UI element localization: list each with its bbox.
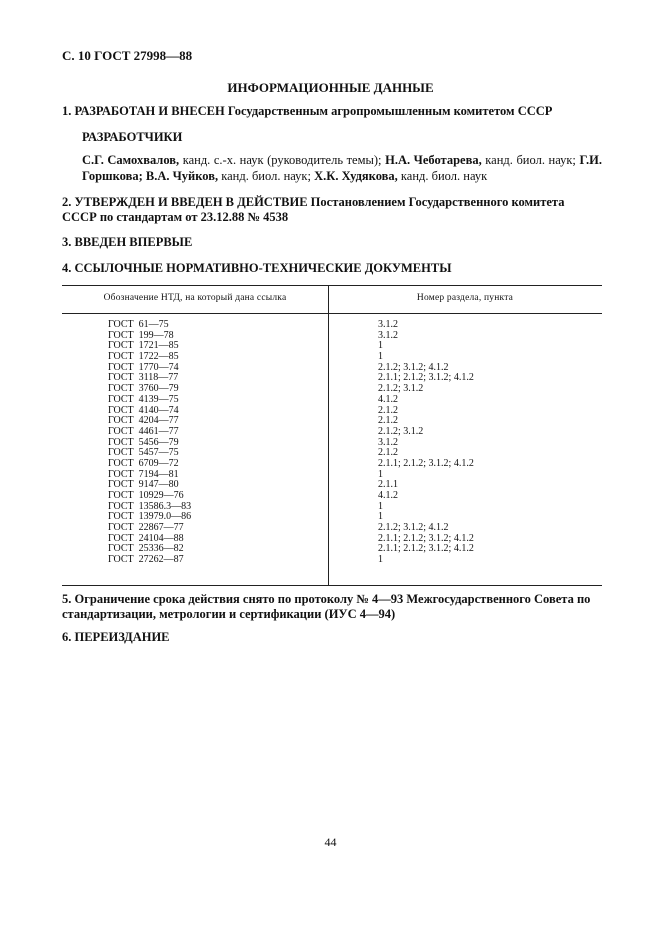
table-cell-document: ГОСТ 13979.0—86 bbox=[108, 511, 192, 523]
section-1-number: 1. bbox=[62, 104, 72, 118]
table-cell-section: 1 bbox=[378, 511, 383, 523]
section-1-text: РАЗРАБОТАН И ВНЕСЕН Государственным агропромышленным комитетом СССР bbox=[74, 104, 553, 118]
table-cell-section: 1 bbox=[378, 340, 383, 352]
table-cell-section: 2.1.2 bbox=[378, 404, 398, 416]
section-3-number: 3. bbox=[62, 235, 72, 249]
developers-list bbox=[82, 152, 602, 184]
section-5 bbox=[62, 592, 602, 622]
table-cell-section: 2.1.1; 2.1.2; 3.1.2; 4.1.2 bbox=[378, 532, 474, 544]
table-cell-document: ГОСТ 24104—88 bbox=[108, 532, 184, 544]
table-cell-section: 2.1.2; 3.1.2 bbox=[378, 383, 424, 395]
table-cell-document: ГОСТ 9147—80 bbox=[108, 479, 179, 491]
developers-heading: РАЗРАБОТЧИКИ bbox=[82, 130, 183, 144]
table-cell-section: 3.1.2 bbox=[378, 329, 398, 341]
developer-desc: канд. с.-х. наук (руководитель темы); bbox=[179, 153, 386, 167]
table-cell-document: ГОСТ 61—75 bbox=[108, 319, 169, 330]
table-bottom-rule bbox=[62, 585, 602, 586]
page-header: С. 10 ГОСТ 27998—88 bbox=[62, 48, 193, 63]
page-number: 44 bbox=[324, 835, 337, 849]
section-2 bbox=[62, 195, 602, 225]
table-cell-section: 2.1.2; 3.1.2; 4.1.2 bbox=[378, 522, 449, 534]
table-cell-section: 2.1.1; 2.1.2; 3.1.2; 4.1.2 bbox=[378, 457, 474, 469]
table-cell-document: ГОСТ 1721—85 bbox=[108, 340, 179, 352]
table-cell-section: 3.1.2 bbox=[378, 319, 398, 330]
table-cell-section: 2.1.2; 3.1.2 bbox=[378, 425, 424, 437]
table-row bbox=[62, 395, 602, 406]
section-2-text: УТВЕРЖДЕН И ВВЕДЕН В ДЕЙСТВИЕ Постановлением Государственного комитета СССР по стандартам от 23.12.88 № 4538 bbox=[62, 195, 565, 224]
developer-name: Г.И. Горшкова; bbox=[82, 153, 602, 183]
table-cell-document: ГОСТ 4461—77 bbox=[108, 425, 179, 437]
section-5-text: Ограничение срока действия снято по протоколу № 4—93 Межгосударственного Совета по стандартизации, метрологии и сертификации (ИУС 4—94) bbox=[62, 592, 591, 621]
developer-name: Н.А. Чеботарева, bbox=[385, 153, 482, 167]
table-top-rule bbox=[62, 285, 602, 286]
section-6 bbox=[62, 630, 604, 645]
table-body bbox=[62, 320, 602, 566]
table-cell-document: ГОСТ 7194—81 bbox=[108, 468, 179, 480]
developer-name: В.А. Чуйков, bbox=[145, 169, 219, 183]
page-title: ИНФОРМАЦИОННЫЕ ДАННЫЕ bbox=[227, 80, 434, 95]
table-header-rule bbox=[62, 313, 602, 314]
table-cell-document: ГОСТ 3118—77 bbox=[108, 372, 179, 384]
section-6-text: ПЕРЕИЗДАНИЕ bbox=[74, 630, 170, 644]
table-cell-section: 2.1.2 bbox=[378, 415, 398, 427]
table-cell-document: ГОСТ 199—78 bbox=[108, 329, 174, 341]
section-3-text: ВВЕДЕН ВПЕРВЫЕ bbox=[74, 235, 193, 249]
developer-desc: канд. биол. наук; bbox=[481, 153, 580, 167]
table-cell-document: ГОСТ 1770—74 bbox=[108, 361, 179, 373]
table-cell-document: ГОСТ 25336—82 bbox=[108, 543, 184, 555]
table-cell-section: 2.1.1 bbox=[378, 479, 398, 491]
table-row bbox=[62, 427, 602, 438]
table-cell-document: ГОСТ 3760—79 bbox=[108, 383, 179, 395]
table-cell-section: 4.1.2 bbox=[378, 393, 398, 405]
table-header-document: Обозначение НТД, на который дана ссылка bbox=[103, 293, 287, 303]
table-cell-section: 2.1.2; 3.1.2; 4.1.2 bbox=[378, 361, 449, 373]
table-cell-document: ГОСТ 4139—75 bbox=[108, 393, 179, 405]
table-cell-section: 1 bbox=[378, 554, 383, 566]
developer-desc: канд. биол. наук bbox=[397, 169, 488, 183]
section-3 bbox=[62, 235, 604, 250]
table-cell-section: 4.1.2 bbox=[378, 490, 398, 501]
table-header-section: Номер раздела, пункта bbox=[416, 293, 514, 303]
section-6-number: 6. bbox=[62, 630, 72, 644]
section-4-text: ССЫЛОЧНЫЕ НОРМАТИВНО-ТЕХНИЧЕСКИЕ ДОКУМЕНТЫ bbox=[74, 261, 452, 275]
section-1 bbox=[62, 104, 604, 119]
table-row bbox=[62, 555, 602, 566]
table-cell-document: ГОСТ 4140—74 bbox=[108, 404, 179, 416]
table-cell-section: 2.1.1; 2.1.2; 3.1.2; 4.1.2 bbox=[378, 543, 474, 555]
section-4 bbox=[62, 261, 604, 276]
table-cell-document: ГОСТ 6709—72 bbox=[108, 457, 179, 469]
table-cell-document: ГОСТ 13586.3—83 bbox=[108, 500, 192, 512]
section-5-number: 5. bbox=[62, 592, 72, 606]
table-cell-document: ГОСТ 10929—76 bbox=[108, 490, 184, 501]
developer-name: Х.К. Худякова, bbox=[314, 169, 398, 183]
table-cell-section: 2.1.2 bbox=[378, 447, 398, 459]
table-cell-document: ГОСТ 5457—75 bbox=[108, 447, 179, 459]
table-cell-section: 3.1.2 bbox=[378, 436, 398, 448]
table-cell-section: 2.1.1; 2.1.2; 3.1.2; 4.1.2 bbox=[378, 372, 474, 384]
developer-desc: канд. биол. наук; bbox=[218, 169, 315, 183]
developer-name: С.Г. Самохвалов, bbox=[82, 153, 180, 167]
section-2-number: 2. bbox=[62, 195, 72, 209]
table-cell-document: ГОСТ 27262—87 bbox=[108, 554, 184, 566]
table-cell-document: ГОСТ 5456—79 bbox=[108, 436, 179, 448]
table-cell-document: ГОСТ 4204—77 bbox=[108, 415, 179, 427]
table-cell-section: 1 bbox=[378, 468, 383, 480]
table-cell-section: 1 bbox=[378, 351, 383, 363]
section-4-number: 4. bbox=[62, 261, 72, 275]
table-cell-section: 1 bbox=[378, 500, 383, 512]
table-cell-document: ГОСТ 22867—77 bbox=[108, 522, 184, 534]
table-cell-document: ГОСТ 1722—85 bbox=[108, 351, 179, 363]
